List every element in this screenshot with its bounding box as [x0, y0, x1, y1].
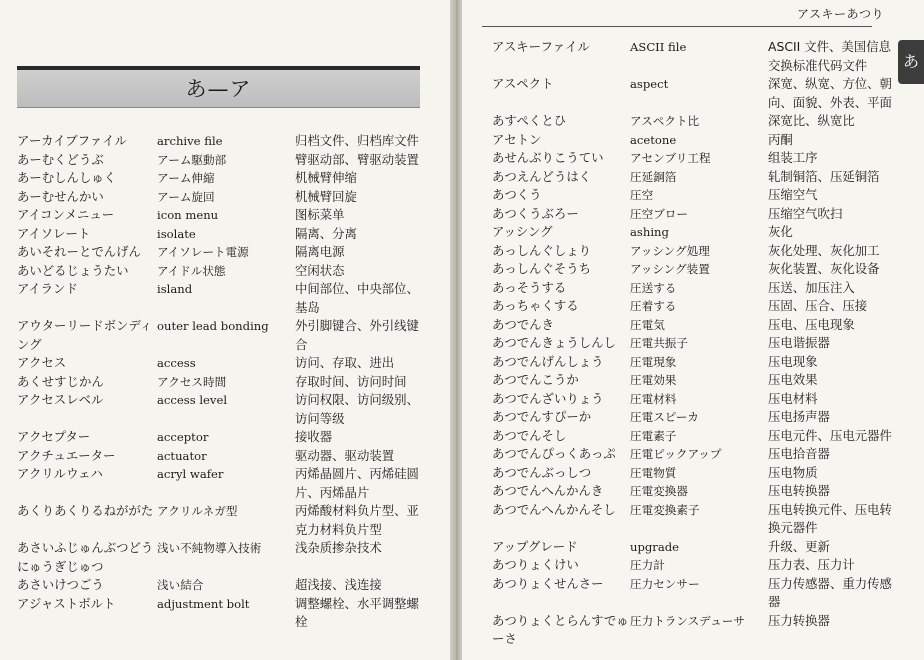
- entry-kana: あっしんぐしょり: [492, 242, 592, 258]
- entry-translation: 臂驱动部、臂驱动装置: [295, 151, 419, 167]
- dictionary-entry: [492, 279, 898, 298]
- dictionary-entry: [17, 447, 423, 466]
- entry-term: アッシング装置: [630, 262, 710, 276]
- entry-translation: 升级、更新: [768, 538, 830, 554]
- entry-translation: 压电元件、压电元器件: [768, 427, 892, 443]
- entry-kana: あつえんどうはく: [492, 168, 592, 184]
- dictionary-entry: [17, 539, 423, 576]
- entry-kana: アイランド: [17, 281, 78, 296]
- entry-translation: 灰化装置、灰化设备: [768, 261, 880, 276]
- entry-translation: 压电转换器: [768, 483, 830, 498]
- entry-kana: あつでんへんかんそし: [492, 501, 616, 517]
- entry-kana: アクセプター: [17, 429, 91, 444]
- section-title: あ—ア: [185, 77, 252, 101]
- section-header: [17, 70, 420, 108]
- entry-kana: アジャストボルト: [17, 595, 116, 611]
- entry-term: 圧力トランスデューサ: [630, 613, 746, 628]
- entry-translation: 压电拾音器: [768, 446, 830, 461]
- entry-term: access: [157, 356, 196, 370]
- entry-term: アスペクト比: [630, 114, 700, 128]
- entry-term: ASCII file: [630, 40, 687, 54]
- entry-term: 圧力センサー: [630, 576, 700, 591]
- entry-term: acceptor: [157, 430, 209, 444]
- entry-kana: あーむせんかい: [17, 188, 104, 204]
- dictionary-entry: [492, 575, 898, 612]
- dictionary-entry: [492, 223, 898, 242]
- entry-term: アーム駆動部: [157, 152, 227, 167]
- entry-term: isolate: [157, 226, 196, 241]
- entry-kana: あっしんぐそうち: [492, 261, 592, 276]
- dictionary-entry: [17, 151, 423, 170]
- entry-kana: あつでんすぴーか: [492, 409, 592, 424]
- entry-term: アーム伸縮: [157, 171, 215, 185]
- entry-kana: あつりょくとらんすでゅーさ: [492, 612, 629, 646]
- dictionary-entry: [17, 391, 423, 428]
- entry-term: 圧電材料: [630, 391, 677, 406]
- right-entry-list: [492, 38, 898, 649]
- right-page: [462, 0, 924, 660]
- entry-translation: 访问权限、访问级别、访问等级: [295, 392, 419, 426]
- entry-translation: 压电材料: [768, 390, 818, 406]
- dictionary-entry: [17, 354, 423, 373]
- dictionary-entry: [492, 538, 898, 557]
- entry-term: アセンブリ工程: [630, 151, 711, 165]
- dictionary-entry: [492, 612, 898, 649]
- entry-translation: 空闲状态: [295, 262, 345, 278]
- entry-translation: 灰化: [768, 224, 793, 239]
- dictionary-entry: [17, 502, 423, 539]
- entry-translation: 机械臂回旋: [295, 188, 357, 204]
- dictionary-entry: [17, 225, 423, 244]
- entry-translation: 压电谐振器: [768, 335, 830, 350]
- entry-term: 圧電変換器: [630, 484, 688, 498]
- dictionary-entry: [17, 576, 423, 595]
- entry-translation: 压固、压合、压接: [768, 298, 868, 313]
- entry-term: アイドル状態: [157, 263, 226, 278]
- entry-kana: アーカイブファイル: [17, 133, 127, 148]
- dictionary-entry: [17, 206, 423, 225]
- entry-kana: アクチュエーター: [17, 447, 116, 463]
- entry-kana: あすぺくとひ: [492, 113, 567, 128]
- dictionary-entry: [17, 465, 423, 502]
- entry-translation: 组装工序: [768, 150, 818, 165]
- entry-term: 圧電素子: [630, 428, 677, 443]
- entry-kana: アクリルウェハ: [17, 466, 103, 481]
- entry-term: 浅い結合: [157, 578, 204, 592]
- entry-term: 圧着する: [630, 299, 677, 313]
- entry-translation: 压力表、压力计: [768, 557, 855, 572]
- dictionary-entry: [17, 373, 423, 392]
- entry-term: actuator: [157, 448, 207, 463]
- entry-translation: ASCII 文件、美国信息交换标准代码文件: [768, 39, 891, 73]
- entry-term: 圧空ブロー: [630, 206, 688, 221]
- dictionary-entry: [492, 168, 898, 187]
- entry-kana: あせんぶりこうてい: [492, 150, 604, 165]
- entry-kana: あさいふじゅんぶつどうにゅうぎじゅつ: [17, 540, 154, 574]
- dictionary-entry: [492, 131, 898, 150]
- entry-term: icon menu: [157, 208, 219, 222]
- entry-kana: あつでんぶっしつ: [492, 464, 592, 480]
- entry-translation: 图标菜单: [295, 207, 345, 222]
- entry-translation: 驱动器、驱动装置: [295, 447, 395, 463]
- entry-term: access level: [157, 393, 228, 407]
- dictionary-entry: [492, 427, 898, 446]
- dictionary-entry: [492, 149, 898, 168]
- entry-kana: あっちゃくする: [492, 298, 579, 313]
- entry-translation: 中间部位、中央部位、基岛: [295, 281, 419, 315]
- dictionary-entry: [17, 188, 423, 207]
- entry-term: 圧電現象: [630, 354, 677, 369]
- dictionary-entry: [492, 390, 898, 409]
- entry-translation: 深宽比、纵宽比: [768, 113, 855, 128]
- dictionary-entry: [17, 169, 423, 188]
- left-entry-list: [17, 132, 423, 632]
- entry-kana: アイソレート: [17, 225, 91, 241]
- dictionary-entry: [492, 75, 898, 112]
- entry-translation: 接收器: [295, 429, 333, 444]
- entry-term: 圧電物質: [630, 465, 677, 480]
- entry-translation: 压电转换元件、压电转换元器件: [768, 501, 892, 535]
- entry-translation: 外引脚键合、外引线键合: [295, 318, 419, 352]
- dictionary-entry: [492, 445, 898, 464]
- dictionary-entry: [492, 501, 898, 538]
- entry-kana: あつでんそし: [492, 427, 567, 443]
- entry-translation: 调整螺栓、水平调整螺栓: [295, 595, 419, 629]
- entry-kana: あくせすじかん: [17, 373, 104, 389]
- entry-translation: 压力传感器、重力传感器: [768, 575, 892, 609]
- entry-kana: アイコンメニュー: [17, 207, 115, 222]
- entry-kana: あいそれーとでんげん: [17, 244, 141, 259]
- dictionary-entry: [17, 280, 423, 317]
- entry-kana: あつでんぴっくあっぷ: [492, 446, 616, 461]
- entry-term: 圧空: [630, 188, 654, 202]
- entry-translation: 压电现象: [768, 353, 818, 369]
- entry-kana: アウターリードボンディング: [17, 318, 153, 352]
- entry-translation: 访问、存取、进出: [295, 355, 395, 370]
- dictionary-entry: [492, 297, 898, 316]
- dictionary-entry: [492, 482, 898, 501]
- entry-kana: あつでんき: [492, 316, 554, 332]
- entry-kana: アセトン: [492, 131, 542, 147]
- dictionary-entry: [492, 353, 898, 372]
- entry-translation: 压电、压电现象: [768, 316, 855, 332]
- entry-kana: あつでんざいりょう: [492, 390, 604, 406]
- entry-term: acetone: [630, 132, 677, 147]
- dictionary-entry: [492, 260, 898, 279]
- dictionary-entry: [492, 371, 898, 390]
- dictionary-entry: [492, 242, 898, 261]
- entry-term: adjustment bolt: [157, 596, 250, 611]
- dictionary-entry: [492, 38, 898, 75]
- running-head-rule: [482, 26, 872, 27]
- entry-kana: あつくうぶろー: [492, 205, 579, 221]
- entry-term: upgrade: [630, 539, 680, 554]
- entry-term: acryl wafer: [157, 467, 224, 481]
- entry-translation: 压电扬声器: [768, 409, 830, 424]
- entry-kana: アスキーファイル: [492, 39, 590, 54]
- entry-term: アーム旋回: [157, 189, 215, 204]
- entry-term: 圧電共振子: [630, 336, 688, 350]
- entry-kana: あくりあくりるねががた: [17, 503, 154, 518]
- dictionary-entry: [17, 428, 423, 447]
- entry-term: アクリルネガ型: [157, 504, 238, 518]
- entry-translation: 丙烯酸材料负片型、亚克力材料负片型: [295, 503, 419, 537]
- dictionary-entry: [492, 186, 898, 205]
- entry-term: 圧送する: [630, 280, 677, 295]
- entry-term: 圧電スピーカ: [630, 410, 699, 424]
- entry-kana: アクセスレベル: [17, 392, 104, 407]
- entry-translation: 隔离电源: [295, 244, 345, 259]
- entry-translation: 压电效果: [768, 372, 818, 387]
- entry-term: island: [157, 282, 193, 296]
- entry-kana: あつでんきょうしんし: [492, 335, 616, 350]
- entry-translation: 压力转换器: [768, 612, 830, 628]
- entry-term: 圧電変換素子: [630, 502, 700, 517]
- entry-kana: あいどるじょうたい: [17, 262, 129, 278]
- entry-translation: 压送、加压注入: [768, 279, 855, 295]
- entry-term: アクセス時間: [157, 374, 227, 389]
- entry-term: 圧電気: [630, 317, 665, 332]
- running-head: アスキーあつり: [796, 7, 884, 21]
- entry-kana: アッシング: [492, 224, 553, 239]
- entry-translation: 浅杂质掺杂技术: [295, 540, 382, 555]
- entry-term: ashing: [630, 225, 669, 239]
- entry-kana: あーむくどうぶ: [17, 151, 104, 167]
- dictionary-entry: [17, 262, 423, 281]
- dictionary-entry: [492, 464, 898, 483]
- entry-translation: 压电物质: [768, 464, 818, 480]
- thumb-index-tab: あ: [898, 40, 924, 84]
- entry-term: 圧電効果: [630, 373, 677, 387]
- entry-translation: 轧制铜箔、压延铜箔: [768, 168, 880, 184]
- entry-translation: 机械臂伸缩: [295, 170, 357, 185]
- entry-kana: あっそうする: [492, 279, 567, 295]
- dictionary-entry: [17, 317, 423, 354]
- entry-kana: あつくう: [492, 187, 542, 202]
- entry-kana: アクセス: [17, 355, 67, 370]
- dictionary-entry: [17, 595, 423, 632]
- entry-term: outer lead bonding: [157, 319, 269, 333]
- entry-translation: 压缩空气吹扫: [768, 205, 843, 221]
- entry-term: 圧力計: [630, 558, 665, 572]
- entry-translation: 存取时间、访问时间: [295, 373, 407, 389]
- entry-kana: あつでんこうか: [492, 372, 579, 387]
- entry-term: 圧電ピックアップ: [630, 447, 722, 461]
- entry-kana: あつりょくけい: [492, 557, 579, 572]
- entry-kana: あーむしんしゅく: [17, 170, 117, 185]
- dictionary-entry: [492, 112, 898, 131]
- left-page: [0, 0, 455, 660]
- entry-translation: 深宽、纵宽、方位、朝向、面貌、外表、平面: [768, 76, 892, 110]
- entry-term: アイソレート電源: [157, 245, 249, 259]
- dictionary-entry: [492, 556, 898, 575]
- dictionary-entry: [492, 408, 898, 427]
- entry-translation: 丙烯晶圆片、丙烯硅圆片、丙烯晶片: [295, 466, 419, 500]
- entry-translation: 归档文件、归档库文件: [295, 133, 419, 148]
- entry-kana: あつでんげんしょう: [492, 353, 604, 369]
- entry-translation: 隔离、分离: [295, 225, 357, 241]
- entry-term: archive file: [157, 134, 223, 148]
- dictionary-entry: [17, 132, 423, 151]
- entry-translation: 灰化处理、灰化加工: [768, 242, 880, 258]
- entry-term: 浅い不純物導入技術: [157, 541, 262, 555]
- entry-translation: 丙酮: [768, 131, 793, 147]
- entry-term: aspect: [630, 77, 669, 91]
- entry-kana: あつりょくせんさー: [492, 575, 604, 591]
- entry-kana: アップグレード: [492, 538, 578, 554]
- dictionary-entry: [17, 243, 423, 262]
- entry-kana: あさいけつごう: [17, 577, 104, 592]
- entry-kana: アスペクト: [492, 76, 554, 91]
- entry-term: アッシング処理: [630, 243, 710, 258]
- entry-kana: あつでんへんかんき: [492, 483, 604, 498]
- entry-term: 圧延銅箔: [630, 169, 677, 184]
- entry-translation: 超浅接、浅连接: [295, 577, 382, 592]
- dictionary-entry: [492, 316, 898, 335]
- dictionary-entry: [492, 334, 898, 353]
- entry-translation: 压缩空气: [768, 187, 818, 202]
- dictionary-entry: [492, 205, 898, 224]
